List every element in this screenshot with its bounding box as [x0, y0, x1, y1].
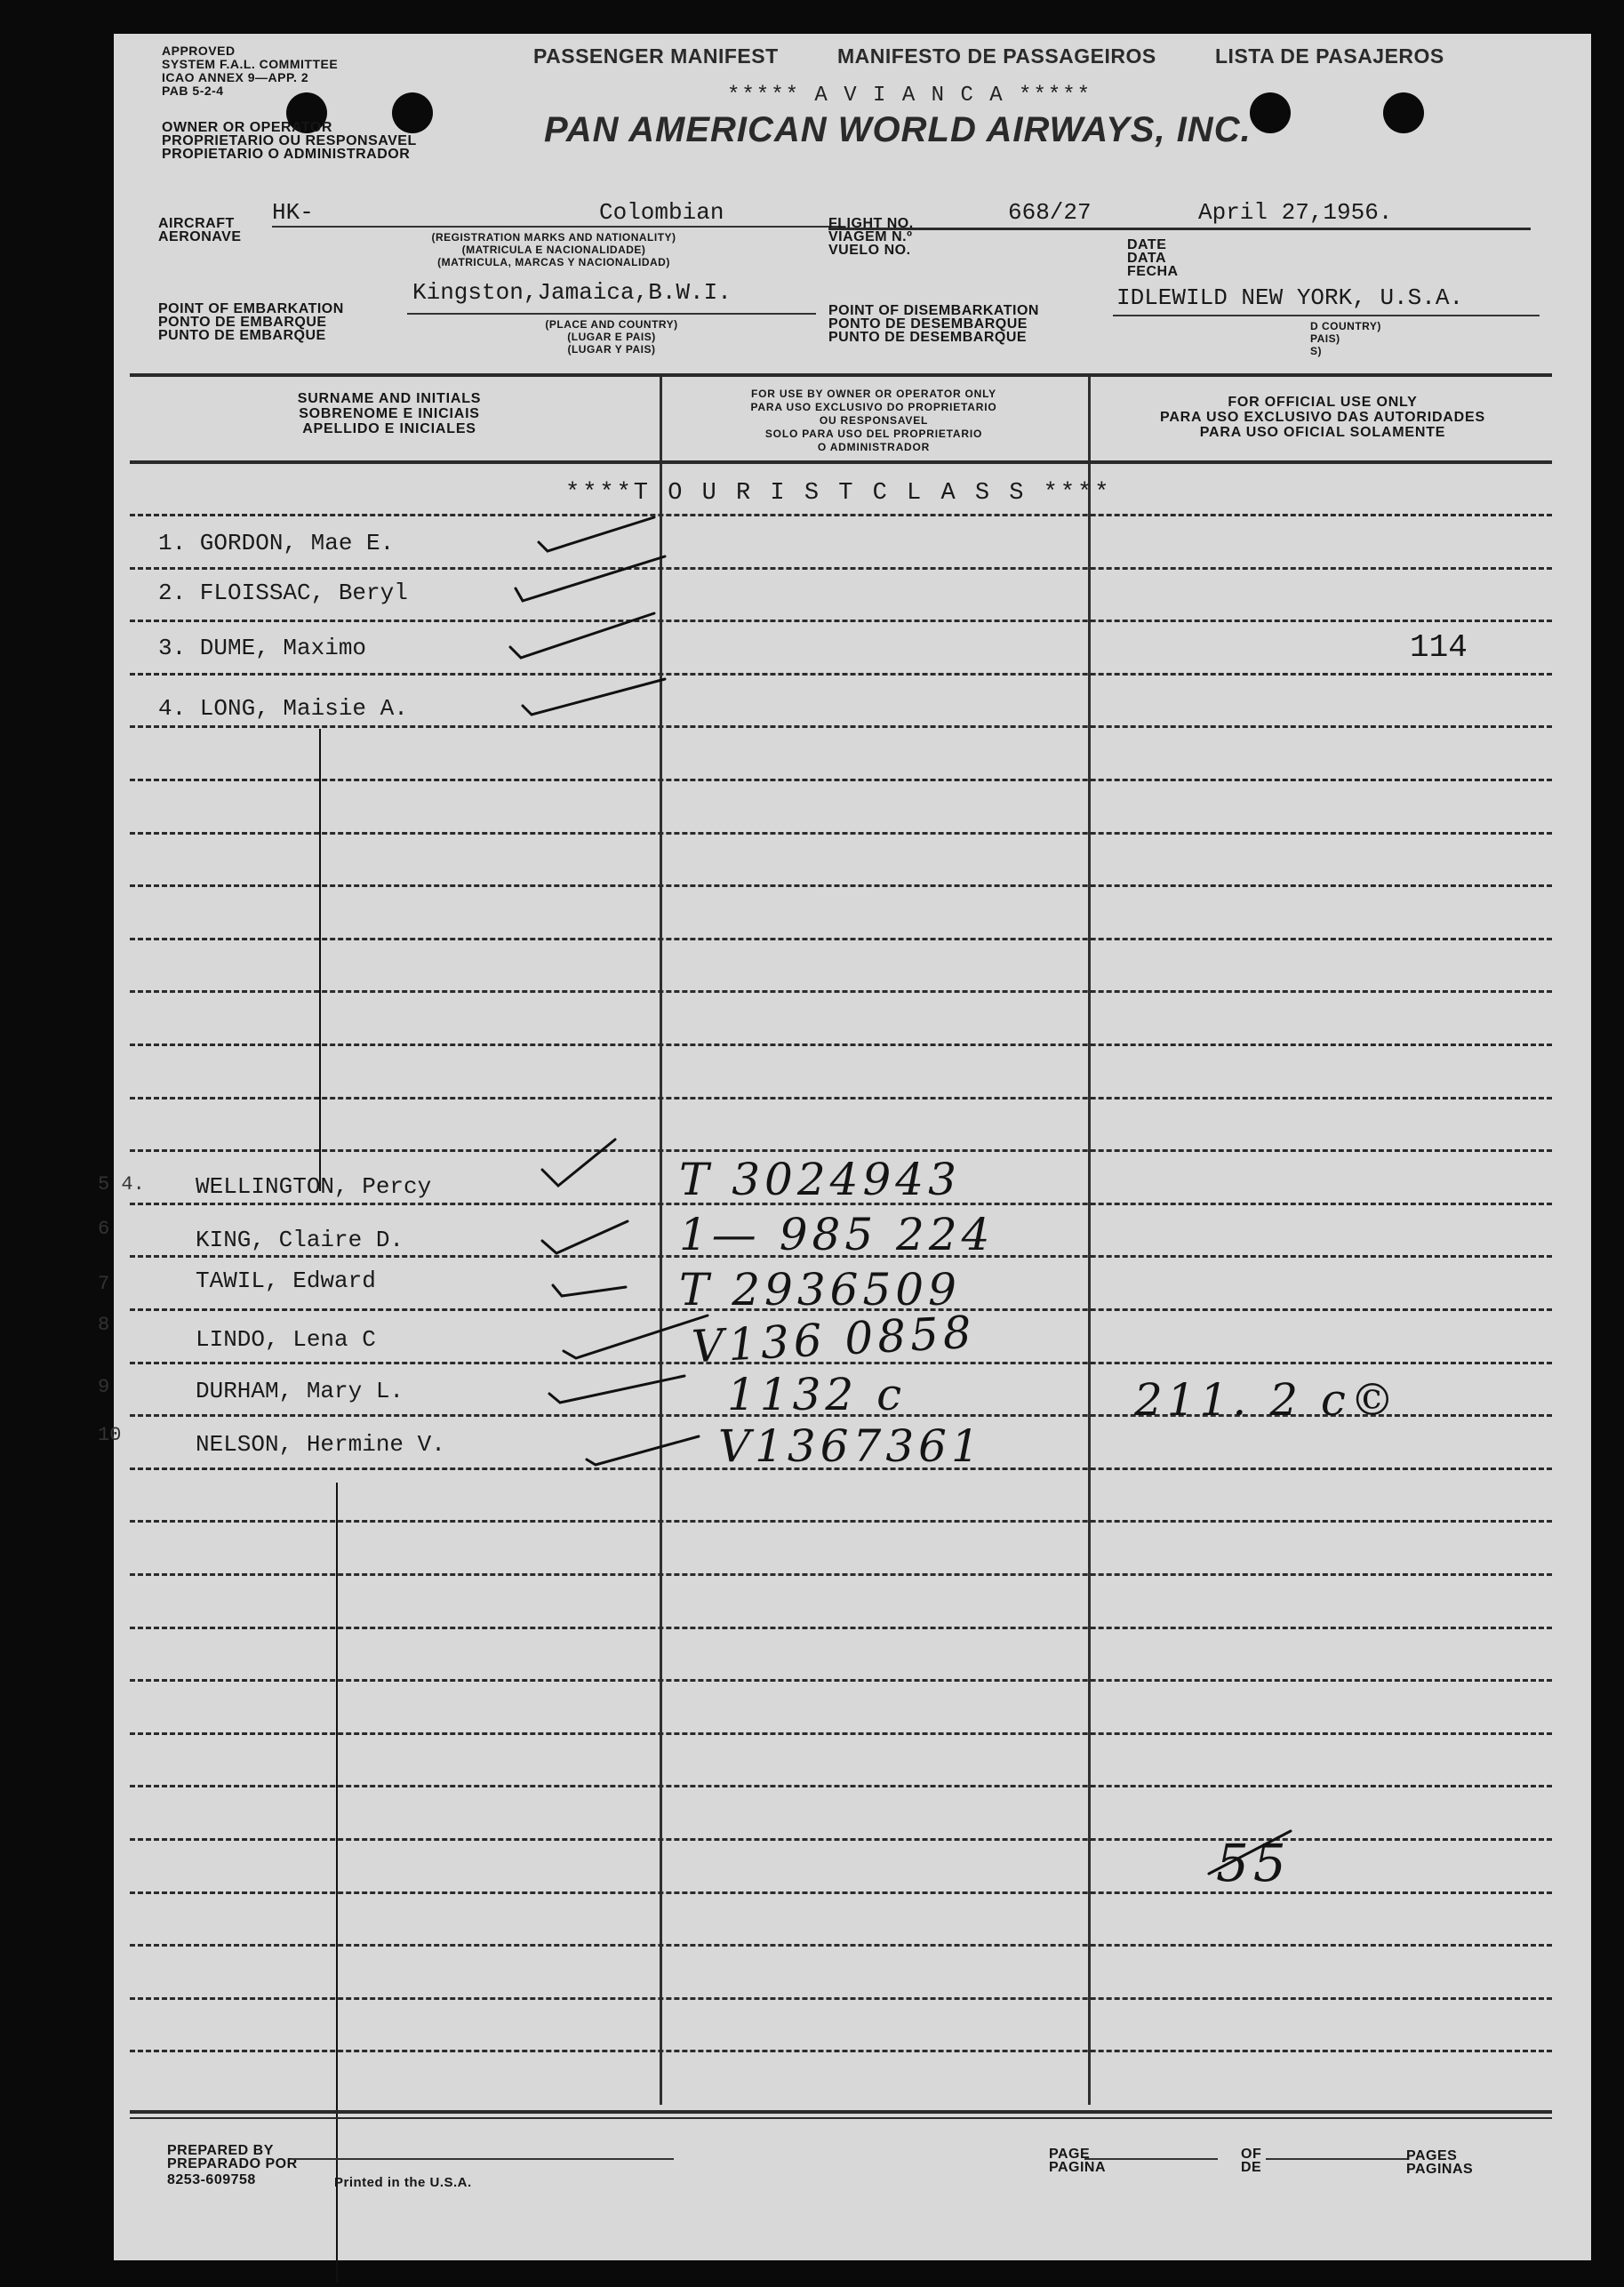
registration-line: (MATRICULA E NACIONALIDADE)	[461, 244, 646, 256]
ticket-number: T 2936509	[679, 1264, 961, 1315]
margin-number: 7	[98, 1273, 110, 1295]
ticket-number: 1132 c	[727, 1369, 907, 1420]
embark-label-line: POINT OF EMBARKATION	[158, 301, 344, 316]
aircraft-label-line: AERONAVE	[158, 229, 242, 244]
prepared-line: PREPARADO POR	[167, 2156, 298, 2171]
printed-label: Printed in the U.S.A.	[334, 2175, 472, 2190]
embark-label-line: PUNTO DE EMBARQUE	[158, 328, 326, 343]
disembark-sub-line: D COUNTRY)	[1310, 320, 1381, 332]
header-line: O ADMINISTRADOR	[817, 441, 931, 453]
header-line: OU RESPONSAVEL	[819, 414, 929, 427]
aircraft-label-line: AIRCRAFT	[158, 216, 235, 231]
manifest-page	[98, 34, 1591, 2260]
passenger-name: TAWIL, Edward	[196, 1267, 376, 1294]
date-label-line: DATA	[1127, 251, 1167, 266]
header-line: PARA USO EXCLUSIVO DO PROPRIETARIO	[750, 401, 997, 413]
passenger-name: WELLINGTON, Percy	[196, 1173, 432, 1200]
date-label-line: FECHA	[1127, 264, 1179, 279]
pages-line: PAGINAS	[1406, 2162, 1474, 2177]
ticket-number: 1— 985 224	[679, 1209, 995, 1260]
prepared-line: PREPARED BY	[167, 2143, 274, 2158]
check-mark	[523, 679, 665, 715]
disembark-label-line: PONTO DE DESEMBARQUE	[828, 316, 1028, 332]
owner-line: PROPIETARIO O ADMINISTRADOR	[162, 147, 411, 162]
check-mark	[510, 613, 654, 658]
margin-number: 6	[98, 1218, 110, 1240]
official-note: 211. 2 c©	[1134, 1374, 1399, 1426]
header-line: PARA USO OFICIAL SOLAMENTE	[1199, 425, 1446, 440]
check-mark	[549, 1376, 684, 1403]
approval-line: PAB 5-2-4	[162, 84, 224, 98]
avianca-line: ***** A V I A N C A *****	[727, 84, 1092, 108]
registration-line: (REGISTRATION MARKS AND NATIONALITY)	[431, 231, 676, 244]
header-line: SOLO PARA USO DEL PROPRIETARIO	[764, 428, 983, 440]
prepared-label	[167, 2144, 298, 2187]
passenger-name: DURHAM, Mary L.	[196, 1378, 404, 1404]
flight-label-line: VIAGEM N.º	[828, 229, 913, 244]
airline-name: PAN AMERICAN WORLD AIRWAYS, INC.	[544, 110, 1252, 149]
flight-label-line: FLIGHT NO.	[828, 216, 914, 231]
check-mark	[542, 1221, 628, 1253]
page-line: PAGINA	[1049, 2160, 1107, 2175]
date-label-line: DATE	[1127, 237, 1167, 252]
check-mark	[587, 1436, 699, 1465]
check-mark	[516, 556, 665, 601]
margin-number: 8	[98, 1314, 110, 1336]
margin-number: 10	[98, 1424, 122, 1446]
check-mark	[542, 1140, 615, 1186]
header-line: SURNAME AND INITIALS	[297, 391, 482, 406]
disembark-value: IDLEWILD NEW YORK, U.S.A.	[1116, 284, 1464, 311]
disembark-label-line: PUNTO DE DESEMBARQUE	[828, 330, 1028, 345]
official-note: 114	[1410, 629, 1468, 666]
registration-line: (MATRICULA, MARCAS Y NACIONALIDAD)	[437, 256, 670, 268]
place-line: (LUGAR Y PAIS)	[567, 343, 656, 356]
disembark-sub-line: PAIS)	[1310, 332, 1340, 345]
passenger-name: 1. GORDON, Mae E.	[158, 530, 395, 556]
passenger-name: 2. FLOISSAC, Beryl	[158, 580, 408, 606]
ticket-number: T 3024943	[679, 1154, 961, 1205]
passenger-name: NELSON, Hermine V.	[196, 1431, 445, 1458]
passenger-name: KING, Claire D.	[196, 1227, 404, 1253]
pages-label	[1406, 2149, 1473, 2176]
embark-value: Kingston,Jamaica,B.W.I.	[412, 279, 732, 306]
nationality-value: Colombian	[599, 199, 724, 226]
strike-mark	[1209, 1831, 1291, 1874]
embark-label-line: PONTO DE EMBARQUE	[158, 315, 327, 330]
footer-rule	[130, 2117, 1552, 2119]
pages-line: PAGES	[1406, 2148, 1458, 2163]
header-line: FOR OFFICIAL USE ONLY	[1228, 395, 1418, 410]
handwritten-total: 55	[1216, 1833, 1291, 1893]
of-line: OF	[1241, 2147, 1262, 2162]
title-manifesto: MANIFESTO DE PASSAGEIROS	[837, 44, 1156, 68]
of-line: DE	[1241, 2160, 1262, 2175]
approval-line: APPROVED	[162, 44, 236, 58]
page-line: PAGE	[1049, 2147, 1091, 2162]
margin-number: 5 4.	[98, 1173, 145, 1195]
date-value: April 27,1956.	[1198, 199, 1393, 226]
rule	[1084, 2158, 1218, 2160]
title-lista: LISTA DE PASAJEROS	[1215, 44, 1444, 68]
passenger-name: 4. LONG, Maisie A.	[158, 695, 408, 722]
rule	[1266, 2158, 1408, 2160]
check-mark	[539, 517, 654, 551]
header-line: SOBRENOME E INICIAIS	[299, 406, 480, 421]
check-mark	[564, 1315, 708, 1358]
aircraft-value: HK-	[272, 199, 314, 226]
footer-rule	[130, 2110, 1552, 2114]
check-mark	[553, 1285, 626, 1296]
place-line: (PLACE AND COUNTRY)	[545, 318, 678, 331]
owner-line: PROPRIETARIO OU RESPONSAVEL	[162, 133, 417, 148]
page-label	[1049, 2147, 1106, 2174]
title-passenger-manifest: PASSENGER MANIFEST	[533, 44, 779, 68]
header-line: PARA USO EXCLUSIVO DAS AUTORIDADES	[1160, 410, 1485, 425]
form-number: 8253-609758	[167, 2172, 256, 2187]
class-line: ****T O U R I S T C L A S S ****	[565, 480, 1112, 507]
disembark-label-line: POINT OF DISEMBARKATION	[828, 303, 1039, 318]
margin-number: 9	[98, 1376, 110, 1398]
approval-line: SYSTEM F.A.L. COMMITTEE	[162, 57, 339, 71]
passenger-name: 3. DUME, Maximo	[158, 635, 367, 661]
place-line: (LUGAR E PAIS)	[567, 331, 656, 343]
rule	[292, 2158, 674, 2160]
ticket-number: V1367361	[718, 1420, 984, 1472]
approval-line: ICAO ANNEX 9—APP. 2	[162, 70, 309, 84]
ticket-number: V136 0858	[690, 1306, 977, 1373]
disembark-sub-line: S)	[1310, 345, 1322, 357]
of-label	[1241, 2147, 1261, 2174]
header-line: APELLIDO E INICIALES	[302, 421, 476, 436]
passenger-name: LINDO, Lena C	[196, 1326, 376, 1353]
check-marks	[114, 34, 1591, 2260]
owner-line: OWNER OR OPERATOR	[162, 120, 332, 135]
header-line: FOR USE BY OWNER OR OPERATOR ONLY	[751, 388, 996, 400]
flight-label-line: VUELO NO.	[828, 243, 911, 258]
flight-value: 668/27	[1008, 199, 1092, 226]
